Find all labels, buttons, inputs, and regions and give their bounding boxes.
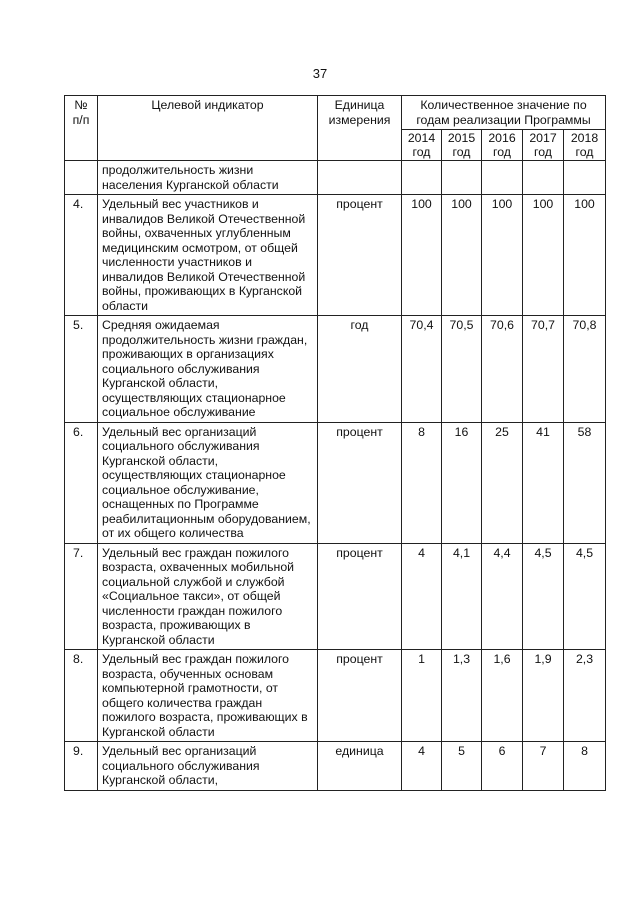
row-indicator: Удельный вес граждан пожилого возраста, обученных основам компьютерной грамотности, от общего количества граждан пожилого возраста, проживающих в Курганской области — [98, 650, 318, 742]
row-value: 8 — [402, 422, 442, 543]
table-row — [65, 422, 606, 543]
row-value: 1,9 — [523, 650, 564, 742]
row-unit: процент — [318, 422, 402, 543]
indicators-table — [64, 95, 606, 791]
row-value: 41 — [523, 422, 564, 543]
row-value: 70,7 — [523, 316, 564, 423]
row-value: 4,1 — [442, 543, 482, 650]
row-value: 5 — [442, 742, 482, 791]
row-value: 7 — [523, 742, 564, 791]
row-number: 9. — [65, 742, 98, 791]
header-year: 2016 год — [482, 130, 523, 161]
row-value — [402, 161, 442, 195]
row-indicator: Удельный вес организаций социального обслуживания Курганской области, осуществляющих стационарное социальное обслуживание, оснащенных по Программе реабилитационным оборудованием, от их общего количества — [98, 422, 318, 543]
row-number: 5. — [65, 316, 98, 423]
row-indicator: Удельный вес граждан пожилого возраста, охваченных мобильной социальной службой и службой «Социальное такси», от общей численности граждан пожилого возраста, проживающих в Курганской области — [98, 543, 318, 650]
row-number: 8. — [65, 650, 98, 742]
row-value: 16 — [442, 422, 482, 543]
row-value: 70,4 — [402, 316, 442, 423]
row-indicator: продолжительность жизни населения Курганской области — [98, 161, 318, 195]
row-value: 4,5 — [564, 543, 606, 650]
header-unit: Единица измерения — [318, 96, 402, 161]
header-quantity: Количественное значение по годам реализации Программы — [402, 96, 606, 130]
row-unit: год — [318, 316, 402, 423]
row-value: 100 — [482, 195, 523, 316]
row-value: 4 — [402, 742, 442, 791]
header-num: № п/п — [65, 96, 98, 161]
row-unit: единица — [318, 742, 402, 791]
row-value: 1,3 — [442, 650, 482, 742]
table-row — [65, 195, 606, 316]
row-unit: процент — [318, 650, 402, 742]
row-value: 4,4 — [482, 543, 523, 650]
table-row — [65, 316, 606, 423]
table-row — [65, 161, 606, 195]
table-row — [65, 650, 606, 742]
row-value: 6 — [482, 742, 523, 791]
header-year: 2014 год — [402, 130, 442, 161]
row-value: 100 — [564, 195, 606, 316]
header-year: 2018 год — [564, 130, 606, 161]
row-value — [442, 161, 482, 195]
row-number — [65, 161, 98, 195]
header-year: 2015 год — [442, 130, 482, 161]
row-value: 1,6 — [482, 650, 523, 742]
row-value: 1 — [402, 650, 442, 742]
row-number: 4. — [65, 195, 98, 316]
row-value — [482, 161, 523, 195]
row-value: 70,8 — [564, 316, 606, 423]
row-value: 70,6 — [482, 316, 523, 423]
row-value — [523, 161, 564, 195]
page-number: 37 — [312, 66, 328, 81]
row-value: 100 — [523, 195, 564, 316]
row-value: 100 — [442, 195, 482, 316]
row-value: 4 — [402, 543, 442, 650]
header-indicator: Целевой индикатор — [98, 96, 318, 161]
row-value — [564, 161, 606, 195]
row-indicator: Средняя ожидаемая продолжительность жизни граждан, проживающих в организациях социального обслуживания Курганской области, осуществляющих стационарное социальное обслуживание — [98, 316, 318, 423]
row-value: 4,5 — [523, 543, 564, 650]
row-number: 6. — [65, 422, 98, 543]
header-row — [65, 96, 606, 130]
row-value: 58 — [564, 422, 606, 543]
row-value: 2,3 — [564, 650, 606, 742]
table-row — [65, 543, 606, 650]
header-year: 2017 год — [523, 130, 564, 161]
row-value: 100 — [402, 195, 442, 316]
row-value: 25 — [482, 422, 523, 543]
row-value: 70,5 — [442, 316, 482, 423]
row-unit: процент — [318, 543, 402, 650]
row-unit: процент — [318, 195, 402, 316]
row-indicator: Удельный вес участников и инвалидов Великой Отечественной войны, охваченных углубленным медицинским осмотром, от общей численности участников и инвалидов Великой Отечественной войны, проживающих в Курганской области — [98, 195, 318, 316]
table-row — [65, 742, 606, 791]
row-number: 7. — [65, 543, 98, 650]
row-unit — [318, 161, 402, 195]
row-value: 8 — [564, 742, 606, 791]
row-indicator: Удельный вес организаций социального обслуживания Курганской области, — [98, 742, 318, 791]
